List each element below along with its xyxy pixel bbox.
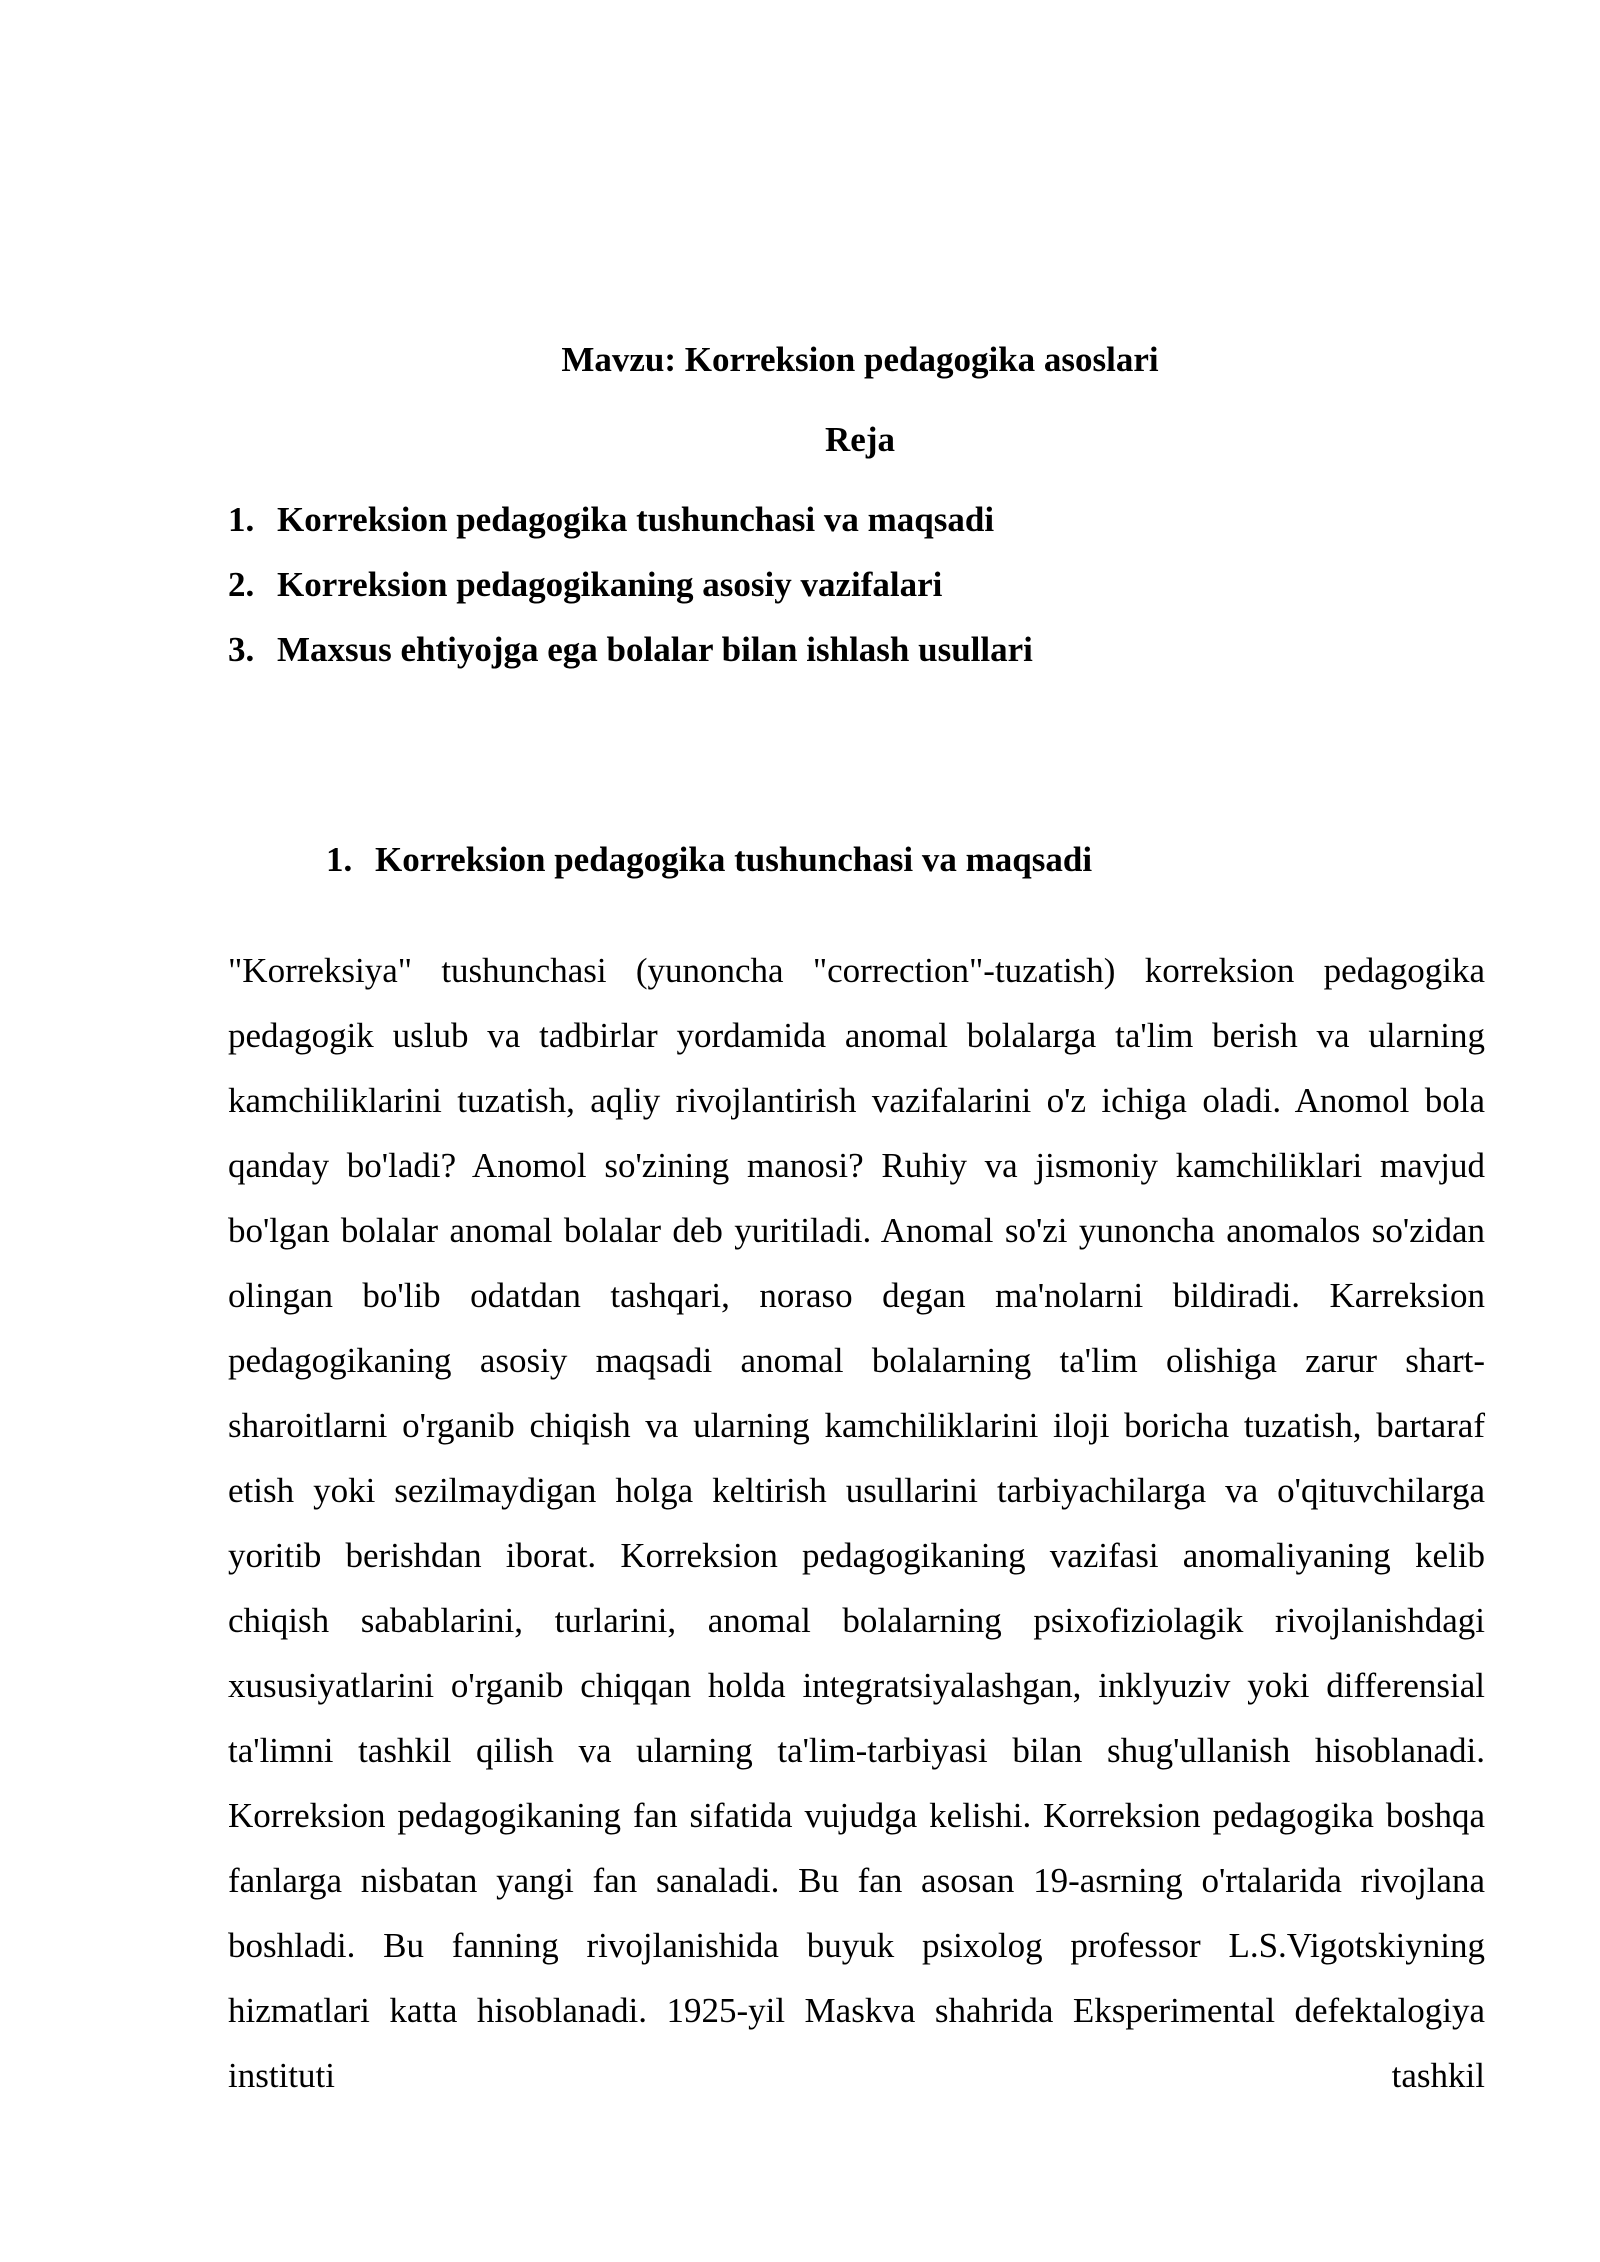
plan-item-number: 1. xyxy=(228,500,255,539)
plan-item-label: Korreksion pedagogikaning asosiy vazifalari xyxy=(277,565,943,604)
section-heading xyxy=(326,836,1092,884)
plan-item-number: 3. xyxy=(228,630,255,669)
plan-heading: Reja xyxy=(825,420,895,459)
plan-item-label: Korreksion pedagogika tushunchasi va maqsadi xyxy=(277,500,995,539)
plan-item xyxy=(228,626,1033,691)
document-title: Mavzu: Korreksion pedagogika asoslari xyxy=(561,340,1159,379)
plan-item xyxy=(228,561,1033,626)
plan-item xyxy=(228,496,1033,561)
plan-list xyxy=(228,496,1033,691)
plan-item-label: Maxsus ehtiyojga ega bolalar bilan ishlash usullari xyxy=(277,630,1033,669)
section-title: Korreksion pedagogika tushunchasi va maqsadi xyxy=(375,840,1093,879)
plan-item-number: 2. xyxy=(228,565,255,604)
section-number: 1. xyxy=(326,840,353,879)
body-paragraph: "Korreksiya" tushunchasi (yunoncha "correction"-tuzatish) korreksion pedagogika pedagogik uslub va tadbirlar yordamida anomal bolalarga ta'lim berish va ularning kamchiliklarini tuzatish, aqliy rivojlantirish vazifalarini o'z ichiga oladi. Anomol bola qanday bo'ladi? Anomol so'zining manosi? Ruhiy va jismoniy kamchiliklari mavjud bo'lgan bolalar anomal bolalar deb yuritiladi. Anomal so'zi yunoncha anomalos so'zidan olingan bo'lib odatdan tashqari, noraso degan ma'nolarni bildiradi. Karreksion pedagogikaning asosiy maqsadi anomal bolalarning ta'lim olishiga zarur shart-sharoitlarni o'rganib chiqish va ularning kamchiliklarini iloji boricha tuzatish, bartaraf etish yoki sezilmaydigan holga keltirish usullarini tarbiyachilarga va o'qituvchilarga yoritib berishdan iborat. Korreksion pedagogikaning vazifasi anomaliyaning kelib chiqish sabablarini, turlarini, anomal bolalarning psixofiziolagik rivojlanishdagi xususiyatlarini o'rganib chiqqan holda integratsiyalashgan, inklyuziv yoki differensial ta'limni tashkil qilish va ularning ta'lim-tarbiyasi bilan shug'ullanish hisoblanadi. Korreksion pedagogikaning fan sifatida vujudga kelishi. Korreksion pedagogika boshqa fanlarga nisbatan yangi fan sanaladi. Bu fan asosan 19-asrning o'rtalarida rivojlana boshladi. Bu fanning rivojlanishida buyuk psixolog professor L.S.Vigotskiyning hizmatlari katta hisoblanadi. 1925-yil Maskva shahrida Eksperimental defektalogiya instituti tashkil xyxy=(228,951,1485,2095)
